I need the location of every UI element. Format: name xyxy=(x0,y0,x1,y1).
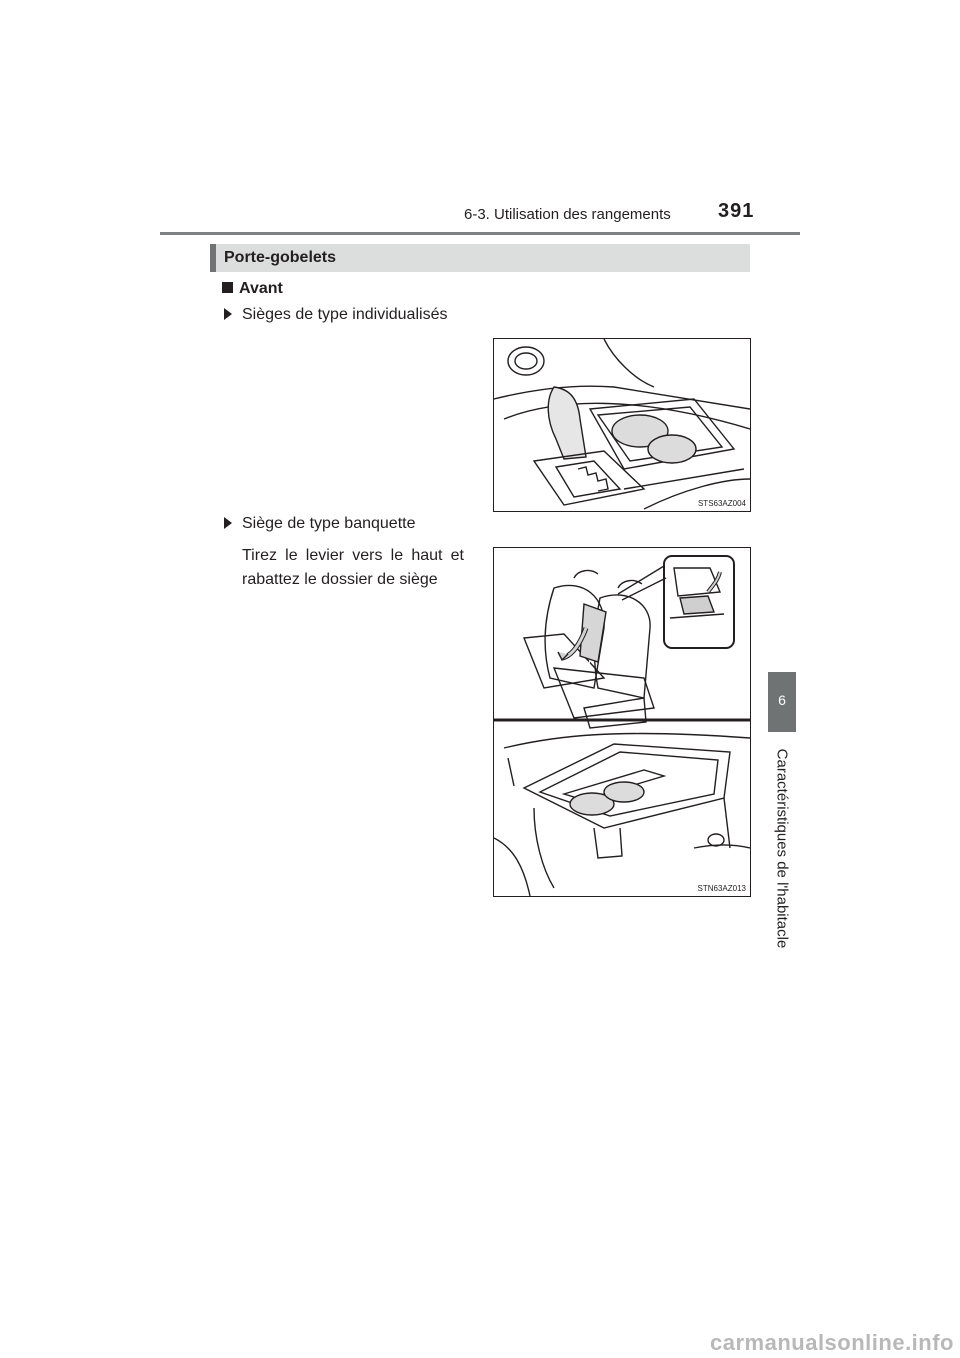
figure-front-console-cupholders xyxy=(493,338,751,512)
page-number: 391 xyxy=(718,200,755,222)
list-item-label: Siège de type banquette xyxy=(242,515,416,532)
chapter-title: Caractéristiques de l'habitacle xyxy=(773,748,791,949)
chapter-tab xyxy=(768,672,796,732)
list-item-description: Tirez le levier vers le haut et rabattez le dossier de siège xyxy=(242,547,464,588)
figure-code: STN63AZ013 xyxy=(697,884,746,893)
list-item-bench-seat xyxy=(224,515,415,533)
section-heading-bar xyxy=(210,244,750,272)
square-bullet-icon xyxy=(222,282,233,293)
list-item-label: Sièges de type individualisés xyxy=(242,306,448,323)
list-item-individual-seats xyxy=(224,306,447,324)
triangle-bullet-icon xyxy=(224,308,232,320)
triangle-bullet-icon xyxy=(224,517,232,529)
chapter-number: 6 xyxy=(778,692,786,708)
section-title: Porte-gobelets xyxy=(224,249,337,266)
subsection-heading xyxy=(222,280,283,298)
header-section-title: 6-3. Utilisation des rangements xyxy=(464,206,671,223)
figure-code: STS63AZ004 xyxy=(697,499,746,508)
console-illustration xyxy=(494,339,750,511)
watermark: carmanualsonline.info xyxy=(710,1330,954,1355)
header-divider xyxy=(160,232,800,235)
subsection-title: Avant xyxy=(239,280,283,297)
section-heading-accent xyxy=(210,244,216,272)
figure-bench-seat-cupholders xyxy=(493,547,751,897)
bench-seat-illustration xyxy=(494,548,750,896)
